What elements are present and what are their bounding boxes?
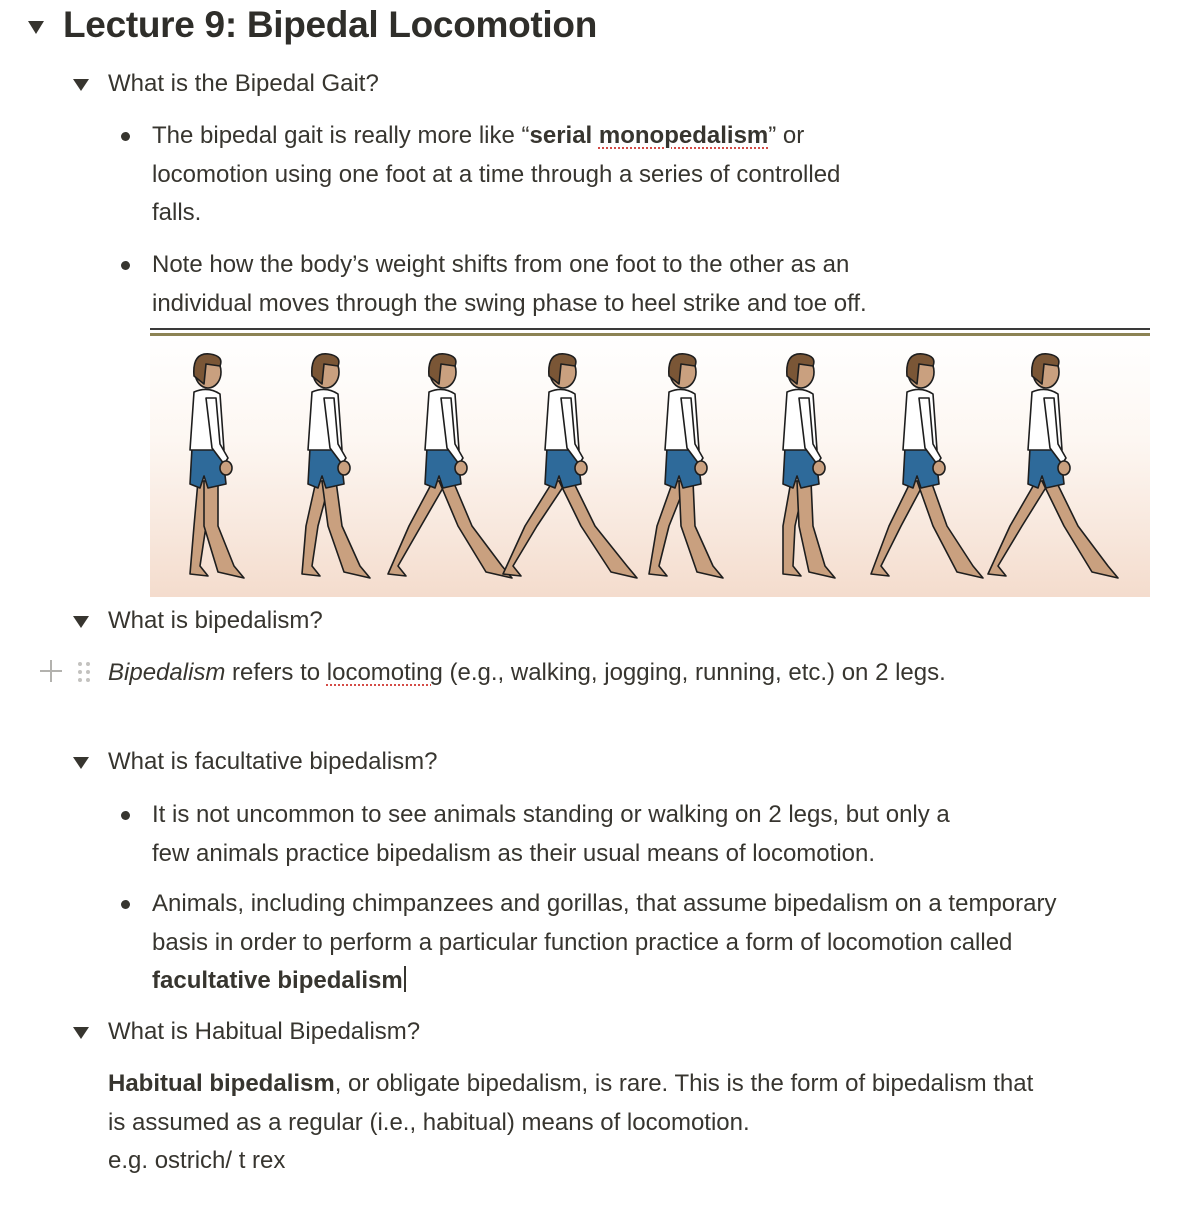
text-span: The bipedal gait is really more like “ <box>152 122 530 149</box>
toggle-heading-bipedalism[interactable]: What is bipedalism? <box>108 607 323 634</box>
drag-handle-icon[interactable] <box>78 662 92 682</box>
bullet-text-facultative-2[interactable] <box>152 885 1152 1001</box>
back-leg <box>388 481 447 576</box>
walking-figure <box>988 354 1118 578</box>
walking-figure <box>649 354 723 578</box>
text-line: locomotion using one foot at a time through a series of controlled <box>152 160 841 188</box>
spellcheck-underlined-word: locomoting <box>326 659 443 686</box>
bullet-icon <box>121 261 130 270</box>
text-line: basis in order to perform a particular function practice a form of locomotion called <box>152 928 1013 956</box>
front-leg <box>559 481 637 578</box>
toggle-heading-gait[interactable]: What is the Bipedal Gait? <box>108 70 379 97</box>
bullet-text-gait-2[interactable] <box>152 246 1052 323</box>
front-leg <box>1042 481 1118 578</box>
hand <box>813 461 825 475</box>
hand <box>575 461 587 475</box>
bullet-icon <box>121 811 130 820</box>
page-title: Lecture 9: Bipedal Locomotion <box>63 4 598 45</box>
bipedalism-definition[interactable] <box>108 654 946 693</box>
text-span: ” or <box>768 122 805 149</box>
text-line: few animals practice bipedalism as their usual means of locomotion. <box>152 839 876 867</box>
bullet-text-facultative-1[interactable] <box>152 796 1052 873</box>
hand <box>455 461 467 475</box>
text-cursor <box>404 966 406 992</box>
back-leg <box>988 481 1050 576</box>
bullet-icon <box>121 132 130 141</box>
bold-text: Habitual bipedalism <box>108 1070 335 1097</box>
hand <box>1058 461 1070 475</box>
toggle-triangle-icon[interactable] <box>28 21 44 34</box>
text-line: individual moves through the swing phase to heel strike and toe off. <box>152 289 867 317</box>
walking-figure <box>302 354 370 578</box>
spellcheck-underlined-word: monopedalism <box>598 122 769 149</box>
text-span: (e.g., walking, jogging, running, etc.) on 2 legs. <box>442 659 946 686</box>
text-span: refers to <box>225 659 327 686</box>
front-leg <box>917 481 983 578</box>
bold-text: facultative bipedalism <box>152 967 403 994</box>
text-line: Note how the body’s weight shifts from one foot to the other as an <box>152 251 850 278</box>
walking-figure <box>871 354 983 578</box>
hand <box>933 461 945 475</box>
front-leg <box>439 481 512 578</box>
walking-figure <box>783 354 835 578</box>
hand <box>695 461 707 475</box>
front-leg <box>679 481 723 578</box>
toggle-heading-facultative[interactable]: What is facultative bipedalism? <box>108 748 438 775</box>
toggle-triangle-icon[interactable] <box>73 79 89 91</box>
text-line: is assumed as a regular (i.e., habitual) means of locomotion. <box>108 1108 750 1136</box>
back-leg <box>503 481 567 576</box>
toggle-triangle-icon[interactable] <box>73 616 89 628</box>
walking-figure <box>388 354 512 578</box>
hand <box>220 461 232 475</box>
walking-cycle-illustration[interactable] <box>150 333 1150 597</box>
front-leg <box>322 481 370 578</box>
text-line: falls. <box>152 199 202 226</box>
plus-icon[interactable] <box>40 660 62 682</box>
toggle-triangle-icon[interactable] <box>73 757 89 769</box>
hand <box>338 461 350 475</box>
toggle-heading-habitual[interactable]: What is Habitual Bipedalism? <box>108 1018 421 1045</box>
walking-cycle-svg <box>150 336 1150 597</box>
front-leg <box>797 481 835 578</box>
back-leg <box>871 481 925 576</box>
toggle-triangle-icon[interactable] <box>73 1027 89 1039</box>
walking-figure <box>190 354 244 578</box>
text-line: It is not uncommon to see animals standing or walking on 2 legs, but only a <box>152 801 950 828</box>
italic-term: Bipedalism <box>108 659 226 686</box>
walking-figure <box>503 354 637 578</box>
habitual-definition[interactable] <box>108 1065 1178 1181</box>
bold-text: serial <box>529 122 599 149</box>
bullet-icon <box>121 900 130 909</box>
bullet-text-gait-1[interactable] <box>152 117 972 233</box>
front-leg <box>204 481 244 578</box>
text-span: , or obligate bipedalism, is rare. This is the form of bipedalism that <box>334 1070 1034 1097</box>
text-line: Animals, including chimpanzees and gorillas, that assume bipedalism on a temporary <box>152 890 1057 917</box>
text-line: e.g. ostrich/ t rex <box>108 1147 286 1174</box>
